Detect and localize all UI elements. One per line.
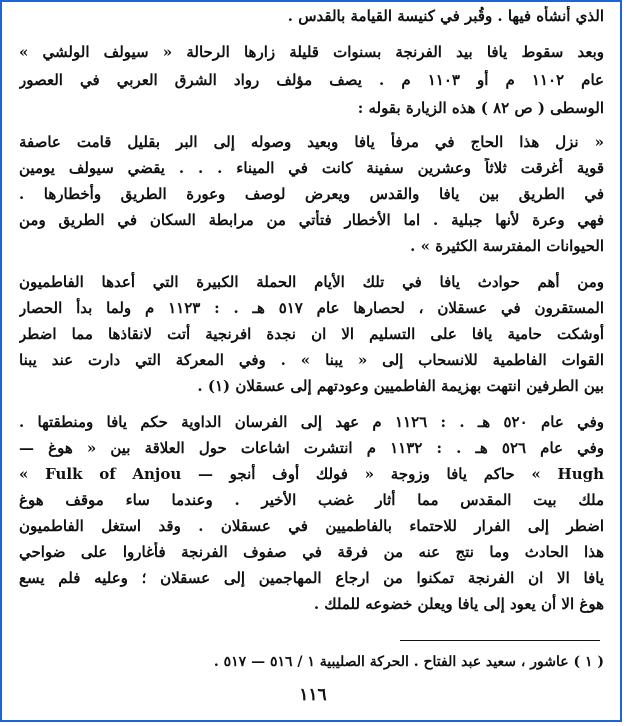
text-line: فهي وعرة لأنها جبلية . اما الأخطار فتأتي من مرابطة السكان في الطريق ومن xyxy=(19,211,604,229)
text-line: الوسطى ( ص ٨٢ ) هذه الزيارة بقوله : xyxy=(357,99,604,117)
text-line: أوشكت حامية يافا على التسليم الا ان نجدة افرنجية أتت لانقاذها مما اضطر xyxy=(19,325,604,343)
footnote: ( ١ ) عاشور ، سعيد عبد الفتاح . الحركة الصليبية ١ / ٥١٦ — ٥١٧ . xyxy=(213,654,604,670)
page-number: ١١٦ xyxy=(299,685,327,705)
text-line: هذا الحادث وما نتج عنه من فرقة في صفوف الفرنجة فأغاروا على ضواحي xyxy=(19,543,604,561)
text-line: وفي عام ٥٢٦ هـ . : ١١٣٢ م انتشرت اشاعات حول العلاقة بين « هوغ — xyxy=(19,439,604,457)
text-line: ومن أهم حوادث يافا في تلك الأيام الحملة الكبيرة التي أعدها الفاطميون xyxy=(19,273,604,291)
text-line: الذي أنشأه فيها . وقُبر في كنيسة القيامة بالقدس . xyxy=(287,7,604,25)
footnote-rule xyxy=(400,640,600,641)
text-line: اضطر إلى الفرار للاحتماء بالفاطميين في عسقلان . وقد استغل الفاطميون xyxy=(19,517,604,535)
text-line: عام ١١٠٢ م أو ١١٠٣ م . يصف مؤلف رواد الشرق العربي في العصور xyxy=(19,71,604,89)
text-line: هوغ الا أن يعود إلى يافا ويعلن خضوعه للملك . xyxy=(313,595,604,613)
text-line: بين الطرفين انتهت بهزيمة الفاطميين وعودتهم إلى عسقلان (١) . xyxy=(197,377,604,395)
text-line: في الطريق بين يافا والقدس ويعرض لوصف وعورة الطريق وأخطارها . xyxy=(19,185,604,203)
text-line: Hugh » حاكم يافا وزوجة « فولك أوف أنجو — Fulk of Anjou » xyxy=(19,465,604,483)
text-line: قوية أغرقت ثلاثاً وعشرين سفينة كانت في الميناء . . . يقضي سيولف يومين xyxy=(19,159,604,177)
text-line: وبعد سقوط يافا بيد الفرنجة بسنوات قليلة زارها الرحالة « سيولف الولشي » xyxy=(19,43,604,61)
text-line: يافا الا ان الفرنجة تمكنوا من ارجاع المهاجمين إلى عسقلان ؛ وعليه فلم يسع xyxy=(19,569,604,587)
text-line: القوات الفاطمية للانسحاب إلى « يبنا » . وفي المعركة التي دارت عند يبنا xyxy=(19,351,604,369)
text-line: وفي عام ٥٢٠ هـ . : ١١٢٦ م عهد إلى الفرسان الداوية حكم يافا ومنطقتها . xyxy=(19,413,604,431)
text-line: المستقرون في عسقلان ، لحصارها عام ٥١٧ هـ . : ١١٢٣ م ولما بدأ الحصار xyxy=(19,299,604,317)
text-line: الحيوانات المفترسة الكثيرة » . xyxy=(410,237,604,255)
text-line: ملك بيت المقدس مما أثار غضب الأخير . وعندما ساء موقف هوغ xyxy=(19,491,604,509)
text-line: « نزل هذا الحاج في مرفأ يافا وبعيد وصوله إلى البر بقليل قامت عاصفة xyxy=(19,133,604,151)
